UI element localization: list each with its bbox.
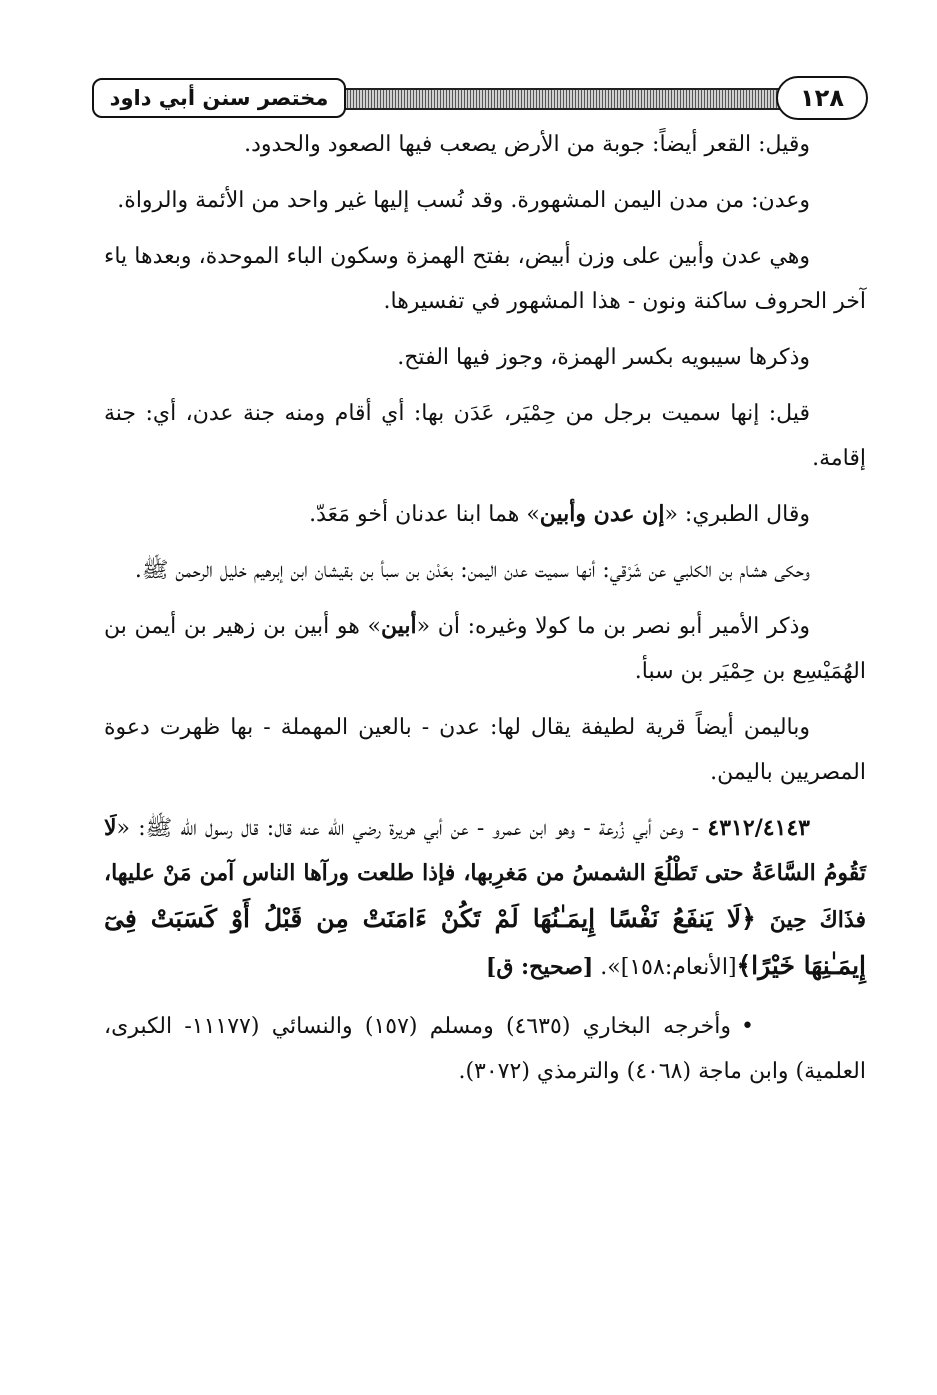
hadith-grade: [صحيح: ق] (485, 954, 594, 980)
paragraph-aden: وعدن: من مدن اليمن المشهورة. وقد نُسب إليها غير واحد من الأئمة والرواة. (117, 188, 810, 213)
hadith-number: ٤٣١٢/٤١٤٣ (707, 815, 810, 841)
book-title: مختصر سنن أبي داود (92, 78, 346, 118)
makula-bold-word: أبين (380, 613, 417, 639)
hadith-closing: ». (593, 955, 621, 980)
paragraph-tabari (104, 492, 866, 537)
hadith-text: لَا تَقُومُ السَّاعَةُ حتى تَطْلُعَ الشمسُ من مَغرِبها، فإذا طلعت ورآها الناس آمن مَنْ عليها، فذَاكَ حِينَ (104, 815, 866, 933)
hadith-intro: - وعن أبي زُرعة - وهو ابن عمرو - عن أبي هريرة رضي الله عنه قال: قال رسول الله ﷺ: « (116, 816, 708, 841)
makula-text-a: وذكر الأمير أبو نصر بن ما كولا وغيره: أن « (416, 614, 810, 639)
hadith-block (104, 806, 866, 990)
paragraph-qaar: وقيل: القعر أيضاً: جوبة من الأرض يصعب فيها الصعود والحدود. (244, 132, 810, 157)
paragraph-makula (104, 604, 866, 694)
tabari-text-b: » هما ابنا عدنان أخو مَعَدّ. (309, 502, 540, 527)
tabari-bold-phrase: إن عدن وأبين (539, 501, 665, 527)
paragraph-himyar: قيل: إنها سميت برجل من حِمْيَر، عَدَن بها: أي أقام ومنه جنة عدن، أي: جنة إقامة. (104, 401, 866, 471)
verse-reference: [الأنعام:١٥٨] (620, 955, 737, 980)
paragraph-yemen-village: وباليمن أيضاً قرية لطيفة يقال لها: عدن - بالعين المهملة - بها ظهرت دعوة المصريين باليمن. (104, 715, 866, 785)
takhrij-footnote (104, 1004, 866, 1094)
footnote-text: وأخرجه البخاري (٤٦٣٥) ومسلم (١٥٧) والنسائي (١١١٧٧- الكبرى، العلمية) وابن ماجة (٤٠٦٨) والترمذي (٣٠٧٢). (104, 1014, 866, 1084)
header-decorative-band (332, 88, 842, 110)
tabari-text-a: وقال الطبري: « (664, 502, 810, 527)
page-header (92, 76, 872, 120)
paragraph-sibawayh: وذكرها سيبويه بكسر الهمزة، وجوز فيها الفتح. (397, 345, 810, 370)
paragraph-hisham: وحكى هشام بن الكلبي عن شَرْقي: أنها سميت عدن اليمن: بعَدْن بن سبأ بن بقيشان ابن إبرهيم خليل الرحمن ﷺ. (134, 558, 810, 583)
quran-verse: ﴿لَا يَنفَعُ نَفْسًا إِيمَـٰنُهَا لَمْ تَكُنْ ءَامَنَتْ مِن قَبْلُ أَوْ كَسَبَتْ فِىٓ إِيمَـٰنِهَا خَيْرًا﴾ (104, 904, 866, 980)
makula-text-b: » هو أبين بن زهير بن أيمن بن الهُمَيْسِع بن حِمْيَر بن سبأ. (104, 614, 866, 684)
bullet-marker: • (741, 1014, 754, 1039)
page-number: ١٢٨ (776, 76, 868, 120)
paragraph-abyan: وهي عدن وأبين على وزن أبيض، بفتح الهمزة وسكون الباء الموحدة، وبعدها ياء آخر الحروف ساكنة ونون - هذا المشهور في تفسيرها. (104, 244, 866, 314)
page-body (104, 122, 866, 1094)
